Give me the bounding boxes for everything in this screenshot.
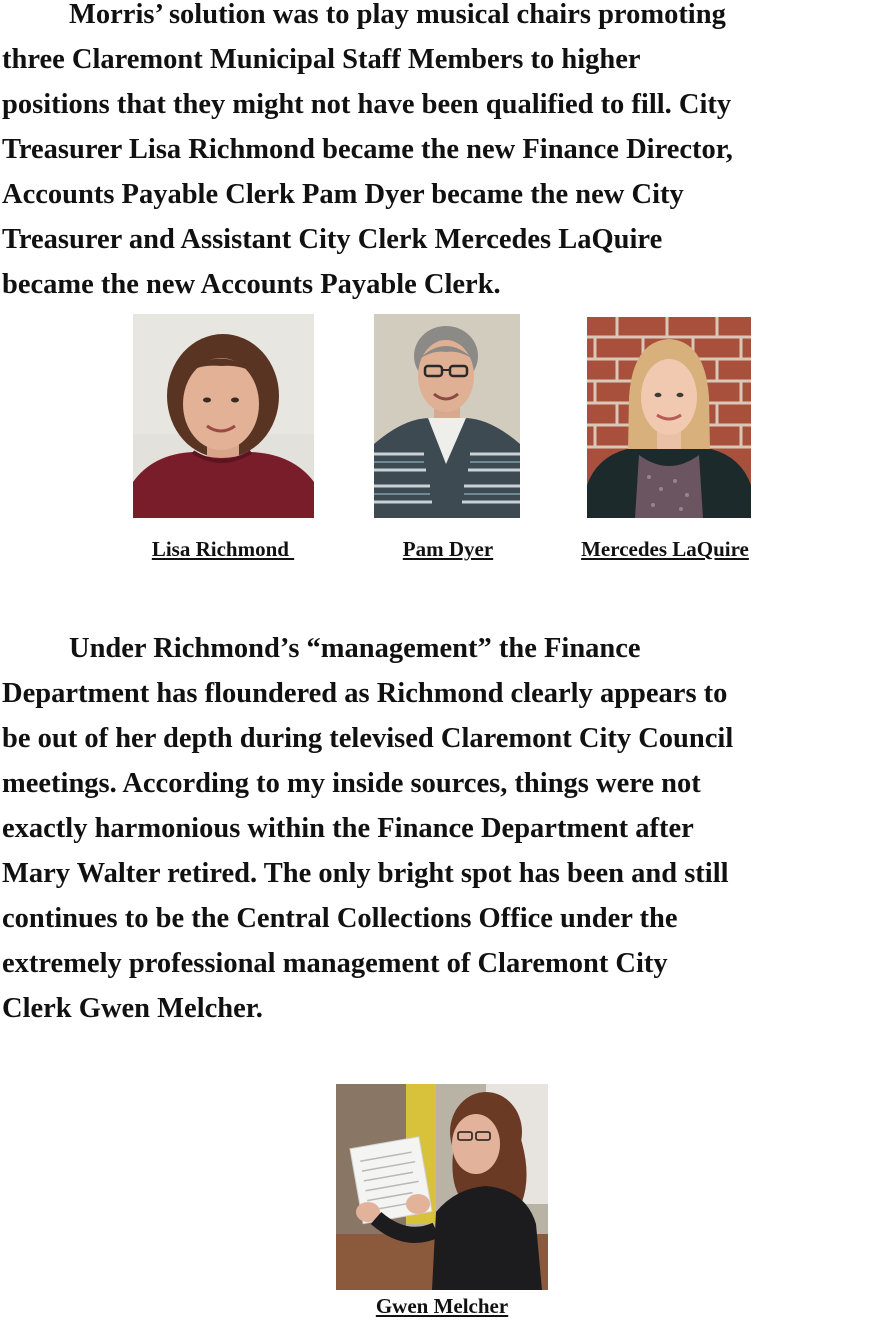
photo-caption-gwen-melcher: Gwen Melcher xyxy=(375,1294,509,1318)
text-line: Mary Walter retired. The only bright spot has been and still xyxy=(2,858,729,889)
text-line: be out of her depth during televised Claremont City Council xyxy=(2,723,734,754)
photo-mercedes-laquire xyxy=(587,317,751,518)
text-line: exactly harmonious within the Finance Department after xyxy=(2,813,694,844)
photo-pam-dyer xyxy=(374,314,520,518)
text-line: continues to be the Central Collections Office under the xyxy=(2,903,678,934)
paragraph-finance-department xyxy=(2,626,878,1031)
text-line: extremely professional management of Claremont City xyxy=(2,948,668,979)
text-line: Clerk Gwen Melcher. xyxy=(2,993,263,1024)
text-line: positions that they might not have been qualified to fill. City xyxy=(2,89,732,120)
text-line: three Claremont Municipal Staff Members to higher xyxy=(2,44,641,75)
text-line: meetings. According to my inside sources, things were not xyxy=(2,768,701,799)
photo-caption-lisa-richmond: Lisa Richmond xyxy=(151,537,295,561)
text-line: Under Richmond’s “management” the Finance xyxy=(69,633,641,664)
text-line: became the new Accounts Payable Clerk. xyxy=(2,269,501,300)
text-line: Morris’ solution was to play musical chairs promoting xyxy=(69,0,726,30)
photo-gwen-melcher xyxy=(336,1084,548,1290)
photo-lisa-richmond xyxy=(133,314,314,518)
text-line: Treasurer and Assistant City Clerk Mercedes LaQuire xyxy=(2,224,663,255)
photo-caption-pam-dyer: Pam Dyer xyxy=(402,537,494,561)
text-line: Department has floundered as Richmond clearly appears to xyxy=(2,678,728,709)
paragraph-promotions xyxy=(2,0,878,307)
text-line: Accounts Payable Clerk Pam Dyer became the new City xyxy=(2,179,684,210)
photo-caption-mercedes-laquire: Mercedes LaQuire xyxy=(581,537,749,561)
text-line: Treasurer Lisa Richmond became the new Finance Director, xyxy=(2,134,733,165)
